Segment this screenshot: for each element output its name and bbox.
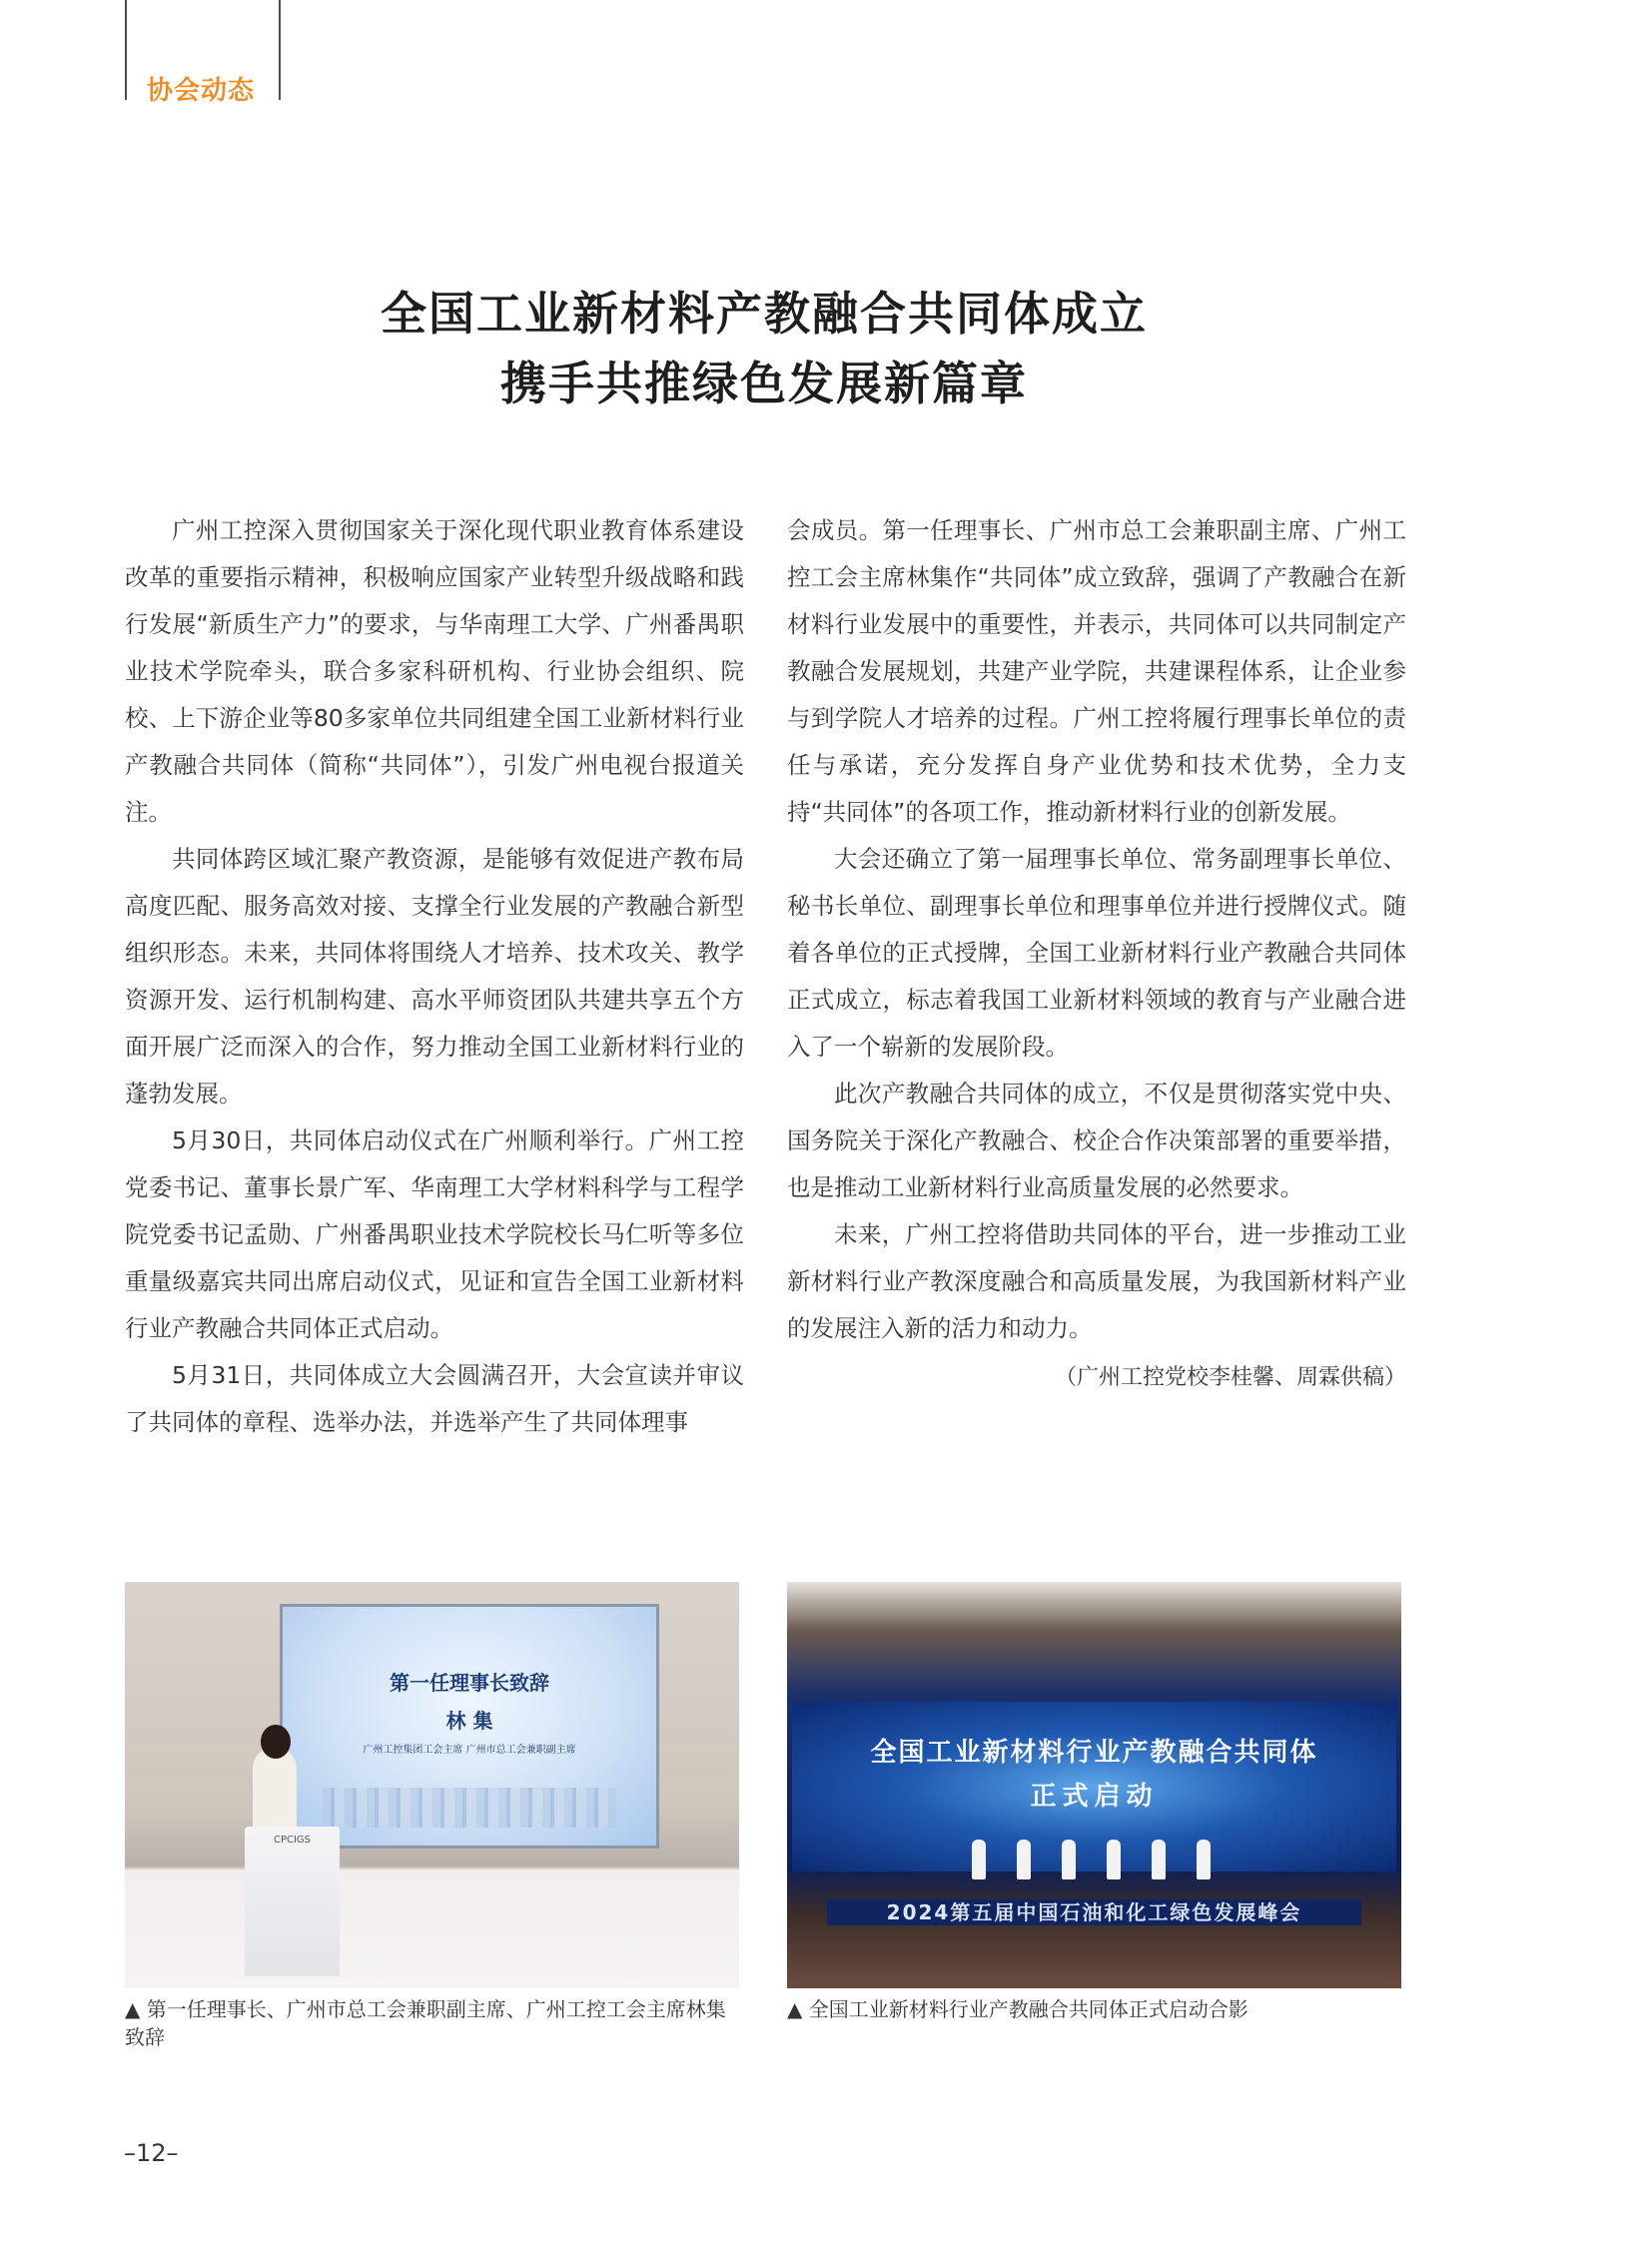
person-figure: [1107, 1840, 1121, 1879]
screen-title: 第一任理事长致辞: [390, 1671, 549, 1695]
stage-screen: [792, 1702, 1396, 1871]
person-figure: [972, 1840, 986, 1879]
podium-logo: CPCIGS: [273, 1835, 312, 1846]
person-figure: [1197, 1840, 1211, 1879]
article-title-line1: 全国工业新材料产教融合共同体成立: [381, 287, 1148, 341]
article-column-right: [787, 507, 1406, 1401]
stage-screen-title: 全国工业新材料行业产教融合共同体: [870, 1738, 1318, 1768]
section-label: 协会动态: [147, 76, 256, 106]
photo-speech: [125, 1582, 739, 1988]
section-tag: [125, 0, 281, 106]
article-column-left: [125, 507, 744, 1446]
page-number: –12–: [124, 2139, 179, 2167]
paragraph-3: 5月30日，共同体启动仪式在广州顺利举行。广州工控党委书记、董事长景广军、华南理工大学材料科学与工程学院党委书记孟勋、广州番禺职业技术学院校长马仁听等多位重量级嘉宾共同出席启动仪式，见证和宣告全国工业新材料行业产教融合共同体正式启动。: [125, 1126, 744, 1342]
paragraph-1: 广州工控深入贯彻国家关于深化现代职业教育体系建设改革的重要指示精神，积极响应国家产业转型升级战略和践行发展“新质生产力”的要求，与华南理工大学、广州番禺职业技术学院牵头，联合多家科研机构、行业协会组织、院校、上下游企业等80多家单位共同组建全国工业新材料行业产教融合共同体（简称“共同体”），引发广州电视台报道关注。: [125, 516, 744, 826]
paragraph-4-end: 会成员。第一任理事长、广州市总工会兼职副主席、广州工控工会主席林集作“共同体”成立致辞，强调了产教融合在新材料行业发展中的重要性，并表示，共同体可以共同制定产教融合发展规划，共建产业学院，共建课程体系，让企业参与到学院人才培养的过程。广州工控将履行理事长单位的责任与承诺，充分发挥自身产业优势和技术优势，全力支持“共同体”的各项工作，推动新材料行业的创新发展。: [787, 516, 1406, 826]
paragraph-2: 共同体跨区域汇聚产教资源，是能够有效促进产教布局高度匹配、服务高效对接、支撑全行业发展的产教融合新型组织形态。未来，共同体将围绕人才培养、技术攻关、教学资源开发、运行机制构建、高水平师资团队共建共享五个方面开展广泛而深入的合作，努力推动全国工业新材料行业的蓬勃发展。: [125, 845, 744, 1108]
podium: [245, 1827, 340, 1976]
photo-caption-1: ▲ 第一任理事长、广州市总工会兼职副主席、广州工控工会主席林集致辞: [125, 1997, 726, 2049]
skyline-graphic: [323, 1788, 616, 1828]
photo-launch: [787, 1582, 1401, 1988]
projection-screen: [280, 1604, 659, 1849]
article-source: （广州工控党校李桂馨、周霖供稿）: [1054, 1365, 1406, 1390]
article-title-line2: 携手共推绿色发展新篇章: [500, 357, 1028, 410]
person-figure: [1062, 1840, 1076, 1879]
stage-banner: 2024第五届中国石油和化工绿色发展峰会: [827, 1899, 1361, 1925]
screen-name: 林 集: [445, 1709, 493, 1733]
paragraph-6: 此次产教融合共同体的成立，不仅是贯彻落实党中央、国务院关于深化产教融合、校企合作决策部署的重要举措，也是推动工业新材料行业高质量发展的必然要求。: [787, 1080, 1406, 1201]
person-figure: [1152, 1840, 1166, 1879]
stage-screen-subtitle: 正式启动: [1030, 1782, 1159, 1812]
screen-subtitle: 广州工控集团工会主席 广州市总工会兼职副主席: [363, 1745, 576, 1756]
paragraph-4-start: 5月31日，共同体成立大会圆满召开，大会宣读并审议了共同体的章程、选举办法，并选举产生了共同体理事: [125, 1361, 744, 1436]
paragraph-7: 未来，广州工控将借助共同体的平台，进一步推动工业新材料行业产教深度融合和高质量发展，为我国新材料产业的发展注入新的活力和动力。: [787, 1220, 1406, 1342]
photo-caption-2: ▲ 全国工业新材料行业产教融合共同体正式启动合影: [787, 1997, 1248, 2021]
person-figure: [1017, 1840, 1031, 1879]
paragraph-5: 大会还确立了第一届理事长单位、常务副理事长单位、秘书长单位、副理事长单位和理事单位并进行授牌仪式。随着各单位的正式授牌，全国工业新材料行业产教融合共同体正式成立，标志着我国工业新材料领域的教育与产业融合进入了一个崭新的发展阶段。: [787, 845, 1406, 1061]
